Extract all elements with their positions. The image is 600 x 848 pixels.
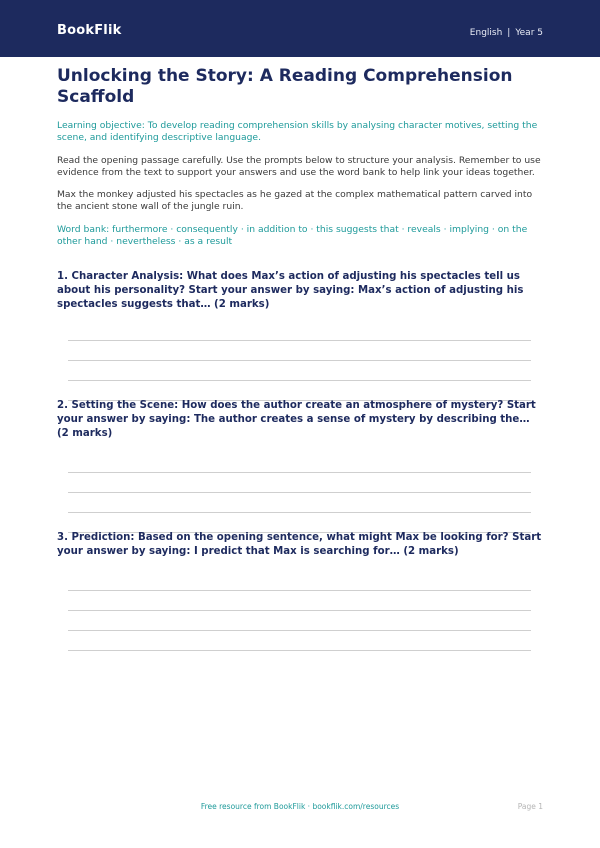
subject-year-label bbox=[470, 28, 543, 38]
question-text: 3. Prediction: Based on the opening sentence, what might Max be looking for? Start your answer by saying: I predict that Max is searching for… (2 marks) bbox=[57, 532, 542, 558]
question-text: 2. Setting the Scene: How does the author create an atmosphere of mystery? Start your answer by saying: The author creates a sense of mystery by describing the… (2 marks) bbox=[57, 400, 536, 440]
answer-line[interactable] bbox=[68, 360, 531, 361]
opening-passage: Max the monkey adjusted his spectacles as he gazed at the complex mathematical pattern carved into the ancient stone wall of the jungle ruin. bbox=[57, 189, 533, 213]
learning-objective: Learning objective: To develop reading comprehension skills by analysing character motives, setting the scene, and identifying descriptive language. bbox=[57, 120, 538, 144]
answer-line[interactable] bbox=[68, 380, 531, 381]
worksheet-title: Unlocking the Story: A Reading Comprehension Scaffold bbox=[57, 66, 513, 107]
answer-lines[interactable] bbox=[68, 590, 531, 651]
page-header bbox=[0, 0, 600, 57]
answer-lines[interactable] bbox=[68, 340, 531, 401]
meta-separator: | bbox=[507, 28, 511, 38]
question-3 bbox=[57, 531, 543, 651]
answer-line[interactable] bbox=[68, 492, 531, 493]
answer-line[interactable] bbox=[68, 512, 531, 513]
question-text: 1. Character Analysis: What does Max’s action of adjusting his spectacles tell us about his personality? Start your answer by saying: Max’s action of adjusting his spectacles suggests that… (2 marks) bbox=[57, 271, 524, 311]
footer-credit: Free resource from BookFlik · bookflik.com/resources bbox=[200, 802, 400, 811]
answer-line[interactable] bbox=[68, 590, 531, 591]
answer-line[interactable] bbox=[68, 650, 531, 651]
word-bank: Word bank: furthermore · consequently · in addition to · this suggests that · reveals · implying · on the other hand · nevertheless · as a result bbox=[57, 223, 528, 248]
brand-logo-text: BookFlik bbox=[57, 23, 122, 38]
subject-label: English bbox=[469, 28, 503, 38]
page-number: Page 1 bbox=[517, 802, 543, 811]
answer-line[interactable] bbox=[68, 472, 531, 473]
year-label: Year 5 bbox=[515, 28, 543, 38]
instructions-text: Read the opening passage carefully. Use the prompts below to structure your analysis. Remember to use evidence from the text to support your answers and use the word bank to help link your ideas together. bbox=[57, 154, 541, 178]
answer-line[interactable] bbox=[68, 630, 531, 631]
worksheet-body bbox=[57, 66, 543, 651]
question-2 bbox=[57, 399, 543, 533]
question-1 bbox=[57, 270, 543, 401]
answer-lines[interactable] bbox=[68, 472, 531, 533]
answer-line[interactable] bbox=[68, 340, 531, 341]
answer-line[interactable] bbox=[68, 610, 531, 611]
